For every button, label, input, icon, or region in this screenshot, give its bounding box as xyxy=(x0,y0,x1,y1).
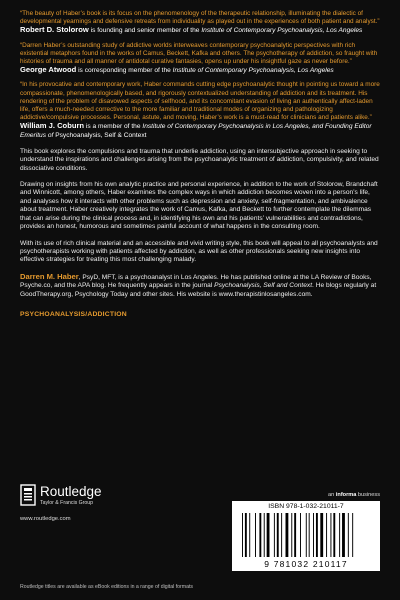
routledge-logo-icon xyxy=(20,484,36,506)
barcode-number: 9 781032 210117 xyxy=(264,559,348,569)
isbn-label: ISBN 978-1-032-21011-7 xyxy=(268,503,344,510)
author-bio xyxy=(20,273,380,299)
subject-category: PSYCHOANALYSIS/ADDICTION xyxy=(20,310,127,318)
endorsement-quote: “The beauty of Haber’s book is its focus on the phenomenology of the therapeutic relationship, illuminating the dialectic of developmental yearnings and defensive retreats from individuality as played out in the experiences of both patient and analyst.” xyxy=(20,10,380,26)
publisher-website: www.routledge.com xyxy=(20,516,71,522)
informa-prefix: an xyxy=(328,492,335,498)
endorser-organization: Institute of Contemporary Psychoanalysis, Los Angeles xyxy=(201,27,363,35)
publisher-group: Taylor & Francis Group xyxy=(40,500,94,506)
cover-footer xyxy=(20,474,380,584)
endorsement-attribution xyxy=(20,122,380,139)
author-journal: Psychoanalysis, Self and Context xyxy=(214,282,313,290)
endorsement-attribution xyxy=(20,66,380,75)
endorser-organization: Institute of Contemporary Psychoanalysis, Los Angeles xyxy=(172,67,334,75)
barcode-panel xyxy=(232,501,380,571)
ebook-availability-note: Routledge titles are available as eBook editions in a range of digital formats xyxy=(20,584,194,590)
endorsement xyxy=(20,10,380,36)
endorsement-quote: “Darren Haber’s outstanding study of addictive worlds interweaves contemporary psychoanalytic perspectives with rich existential metaphors found in the works of Camus, Beckett, Kafka and others. The psychotherapy of addiction, so fraught with histories of trauma and all manner of antidotal curative fantasies, opens up under his insightful gaze as never before.” xyxy=(20,41,378,66)
description-paragraph: This book explores the compulsions and trauma that underlie addiction, using an intersubjective approach in seeking to understand the inspirations and challenges arising from the psychoanalytic treatment of addiction, compulsivity, and related dissociative conditions. xyxy=(20,147,379,172)
cover-content xyxy=(20,10,380,318)
barcode-icon xyxy=(242,513,370,559)
description-paragraph: With its use of rich clinical material and an accessible and vivid writing style, this book will appeal to all psychoanalysts and psychotherapists working with patients affected by addiction, as well as other professionals seeking new insights into effective strategies for treating this most challenging malady. xyxy=(20,239,378,264)
endorsement xyxy=(20,42,380,76)
endorser-role: is founding and senior member of the xyxy=(90,27,200,35)
informa-brand: informa xyxy=(335,492,357,498)
description-paragraph: Drawing on insights from his own analytic practice and personal experience, in addition to the work of Stolorow, Brandchaft and Winnicott, among others, Haber examines the complex ways in which addiction becomes woven into a person’s life, and analyses how it interacts with other problems such as depression and anxiety, self-fragmentation, and ambivalence about treatment. Haber creatively integrates the work of Camus, Kafka, and Beckett to further contemplate the dilemmas that can arise during the clinical process and, in identifying his own and his patients’ vulnerabilities and contradictions, provides an honest, humorous and sometimes painful account of what happens in the consulting room. xyxy=(20,181,378,231)
endorsement xyxy=(20,81,380,139)
endorser-role: is a member of the xyxy=(85,123,141,131)
endorser-name: Robert D. Stolorow xyxy=(20,25,89,35)
endorser-journal: Psychoanalysis, Self & Context xyxy=(55,131,147,139)
endorser-role: is corresponding member of the xyxy=(78,67,171,75)
endorser-organization: Institute of Contemporary Psychoanalysis in Los Angeles, and Founding Editor Emeritus of xyxy=(20,123,372,139)
author-bio-text: , PsyD, MFT, is a psychoanalyst in Los Angeles. He has published online at the LA Review of Books, Psyche.co, and the APA blog. He frequently appears in the journal xyxy=(20,273,372,290)
endorser-name: William J. Coburn xyxy=(20,121,85,131)
author-bio-text-2: . He blogs regularly at GoodTherapy.org, Psychology Today and other sites. His website is www.therapistinlosangeles.com. xyxy=(20,282,377,298)
endorsement-quote: “In his provocative and contemporary work, Haber commands cutting edge psychoanalytic thought in pointing us toward a more compassionate, phenomenologically based, and rigorously contextualized understanding of addiction and its treatment. His rendering of the problem of disavowed aspects of selfhood, and its concomitant evasion of living an authentically affect-laden life, offers a much-needed corrective to the more familiar and traditional modes of organizing and pathologizing addictive/compulsive processes. Personal, astute, and moving, Haber’s work is a must-read for clinicians and patients alike.” xyxy=(20,81,380,122)
informa-business-tag xyxy=(328,492,380,498)
endorser-name: George Atwood xyxy=(20,65,77,75)
publisher-logo xyxy=(20,480,130,528)
endorsement-attribution xyxy=(20,26,380,35)
author-name: Darren M. Haber xyxy=(20,271,79,281)
publisher-name: Routledge xyxy=(40,484,102,499)
informa-suffix: business xyxy=(357,492,380,498)
